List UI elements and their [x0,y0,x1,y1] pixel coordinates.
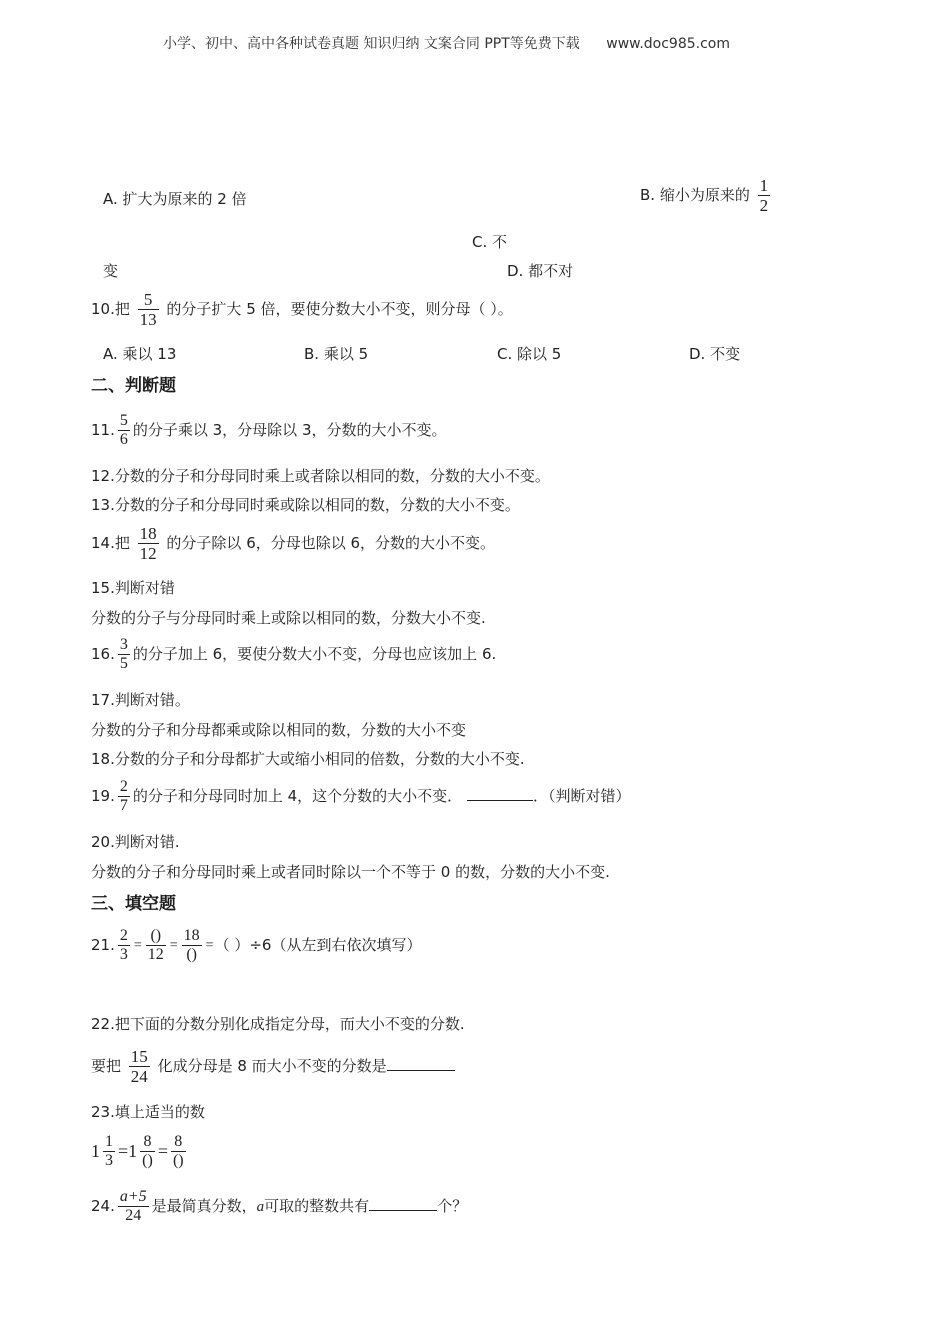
fraction-denominator: 24 [125,1207,142,1224]
q11 [91,412,447,449]
q17-title: 17.判断对错。 [91,691,190,709]
q12: 12.分数的分子和分母同时乘上或者除以相同的数，分数的大小不变。 [91,467,550,485]
q24 [91,1188,467,1225]
q17-body: 分数的分子和分母都乘或除以相同的数，分数的大小不变 [91,721,467,739]
fraction-numerator: a+5 [119,1188,147,1205]
q15-title: 15.判断对错 [91,579,175,597]
q19-fraction [118,778,130,815]
q14 [91,524,495,563]
q24-answer-blank[interactable] [369,1196,437,1211]
fraction-numerator: 5 [119,412,128,429]
q15-body: 分数的分子与分母同时乘上或除以相同的数，分数大小不变. [91,609,486,627]
q9-option-b-label: B. 缩小为原来的 [640,186,750,204]
section-title-judgement: 二、判断题 [91,376,176,396]
q14-fraction [138,524,159,563]
q24-variable: a [256,1199,265,1215]
mixed-whole: 1 [91,1141,100,1161]
fraction-numerator: 1 [105,1133,113,1150]
q19-tail: ．（判断对错） [532,787,631,805]
fraction-numerator[interactable]: () [150,927,162,944]
fraction-denominator: 13 [139,310,157,329]
equals-sign: = [157,1141,168,1161]
q22-answer-blank[interactable] [387,1056,455,1071]
fraction-numerator: 1 [759,176,769,195]
q10-option-d: D. 不变 [689,345,741,363]
equals-sign: = [169,937,178,953]
q13: 13.分数的分子和分母同时乘或除以相同的数，分数的大小不变。 [91,496,520,514]
q21-fraction-3 [182,927,202,964]
fraction-denominator[interactable]: () [142,1152,153,1169]
fraction-denominator[interactable]: () [172,1152,184,1169]
fraction-denominator: 3 [119,946,128,963]
q21-post: （ ）÷6（从左到右依次填写） [214,936,422,954]
fraction-numerator: 2 [119,927,128,944]
fraction-numerator: 8 [174,1133,183,1150]
q23-fraction-3 [171,1133,186,1170]
q23-equation [91,1133,189,1170]
q23-fraction-1 [103,1133,115,1170]
fraction-denominator: 12 [139,544,157,563]
q9-option-c: C. 不 [472,233,508,251]
fraction-numerator: 2 [119,778,128,795]
fraction-numerator: 18 [139,524,157,543]
q14-pre: 14.把 [91,534,130,552]
q10-stem [91,290,513,329]
q20-body: 分数的分子和分母同时乘上或者同时除以一个不等于 0 的数，分数的大小不变. [91,863,610,881]
q19 [91,778,630,815]
q22-fraction [129,1047,150,1086]
fraction-denominator: 2 [759,196,769,215]
header-url[interactable]: www.doc985.com [606,36,730,52]
page-header [163,33,730,53]
q10-option-a: A. 乘以 13 [103,345,177,363]
fraction-denominator: 24 [130,1067,148,1086]
fraction-numerator: 3 [119,636,128,653]
q21-fraction-1 [118,927,130,964]
q24-pre: 24. [91,1197,115,1215]
q21-fraction-2 [146,927,166,964]
q22-pre: 要把 [91,1057,122,1075]
q9-option-b-fraction [758,176,771,215]
q16-post: 的分子加上 6，要使分数大小不变，分母也应该加上 6. [132,645,497,663]
q10-fraction [138,290,159,329]
equals-sign: = [205,937,214,953]
q10-option-c: C. 除以 5 [497,345,562,363]
q22-title: 22.把下面的分数分别化成指定分母，而大小不变的分数. [91,1015,465,1033]
q24-post: 可取的整数共有 [264,1197,370,1215]
q10-option-b: B. 乘以 5 [304,345,369,363]
section-title-fill-blank: 三、填空题 [91,894,176,914]
q18: 18.分数的分子和分母都扩大或缩小相同的倍数，分数的大小不变. [91,750,525,768]
q9-option-a: A. 扩大为原来的 2 倍 [103,190,247,208]
q11-pre: 11. [91,421,115,439]
q10-pre: 10.把 [91,300,130,318]
equals-sign: = [133,937,142,953]
q20-title: 20.判断对错. [91,833,180,851]
q23-title: 23.填上适当的数 [91,1103,205,1121]
q9-option-d: D. 都不对 [507,262,574,280]
q24-mid: 是最简真分数， [151,1197,257,1215]
equals-sign: = [118,1141,129,1161]
q24-tail: 个？ [437,1197,468,1215]
fraction-denominator: 5 [119,655,128,672]
q11-post: 的分子乘以 3，分母除以 3，分数的大小不变。 [132,421,447,439]
q14-post: 的分子除以 6，分母也除以 6，分数的大小不变。 [166,534,496,552]
q16-pre: 16. [91,645,115,663]
fraction-numerator: 5 [143,290,153,309]
q9-option-c-cont: 变 [103,262,119,280]
header-text: 小学、初中、高中各种试卷真题 知识归纳 文案合同 PPT等免费下载 [163,36,580,52]
fraction-numerator: 15 [130,1047,148,1066]
q21-pre: 21. [91,936,115,954]
fraction-denominator: 7 [119,797,128,814]
fraction-denominator[interactable]: () [186,946,197,963]
q16 [91,636,496,673]
q19-answer-blank[interactable] [467,786,533,801]
q19-post: 的分子和分母同时加上 4，这个分数的大小不变． [132,787,463,805]
q21 [91,927,421,964]
fraction-denominator: 12 [147,946,164,963]
q19-pre: 19. [91,787,115,805]
fraction-numerator: 18 [183,927,200,944]
fraction-denominator: 6 [119,431,128,448]
q9-option-b [640,176,773,215]
q11-fraction [118,412,130,449]
q22-body [91,1047,455,1086]
q24-fraction [118,1188,149,1225]
q22-post: 化成分母是 8 而大小不变的分数是 [157,1057,387,1075]
mixed-whole: 1 [128,1141,138,1161]
q16-fraction [118,636,130,673]
fraction-denominator: 3 [105,1152,113,1169]
q10-post: 的分子扩大 5 倍，要使分数大小不变，则分母（ ）。 [166,300,513,318]
fraction-numerator: 8 [143,1133,152,1150]
q23-fraction-2 [140,1133,155,1170]
